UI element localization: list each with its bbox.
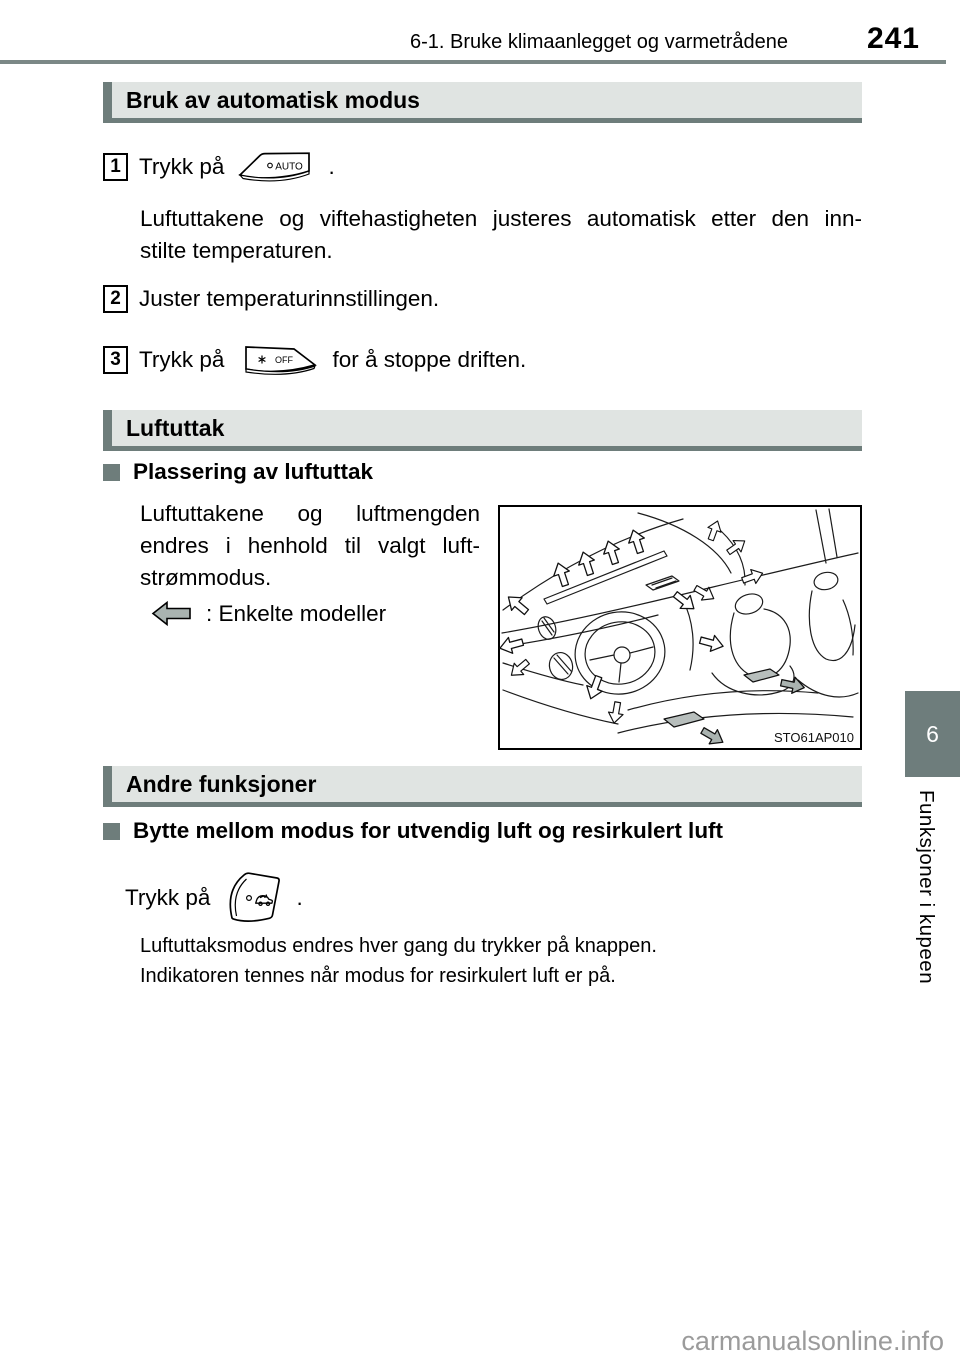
chapter-tab [905, 691, 960, 777]
svg-text:AUTO: AUTO [275, 161, 304, 173]
step-3-number: 3 [103, 346, 128, 374]
step-1-text-after: . [328, 154, 335, 179]
subsection-plassering-label: Plassering av luftuttak [133, 459, 374, 484]
section-title-auto-modus: Bruk av automatisk modus [103, 82, 862, 123]
square-bullet-icon [103, 823, 120, 840]
step-1 [103, 148, 335, 186]
left-block-arrow-icon [150, 600, 192, 627]
some-models-note-text: : Enkelte modeller [206, 600, 387, 626]
step-1-text-before: Trykk på [139, 154, 225, 179]
chapter-title-vertical: Funksjoner i kupeen [915, 790, 938, 985]
page-header-title: 6-1. Bruke klimaanlegget og varmetrådene [410, 31, 788, 53]
recirculate-press-instruction [125, 866, 303, 930]
step-2-text: Juster temperaturinnstillingen. [139, 286, 440, 311]
step-1-number: 1 [103, 153, 128, 181]
step-3-text-before: Trykk på [139, 347, 225, 372]
air-outlets-figure [498, 505, 862, 750]
step-3 [103, 341, 526, 379]
chapter-number: 6 [926, 720, 939, 747]
some-models-note [150, 600, 386, 627]
recirculate-description-line1: Luftuttaksmodus endres hver gang du trykker på knappen. [140, 935, 657, 957]
outlets-description-line2: endres i henhold til valgt luft- [140, 533, 480, 558]
page-number: 241 [866, 22, 920, 55]
subsection-plassering [103, 459, 373, 485]
outlets-description [140, 498, 480, 594]
header-divider [0, 60, 946, 64]
step-2-number: 2 [103, 285, 128, 313]
outlets-description-line3: strømmodus. [140, 565, 272, 590]
outlets-description-line1: Luftuttakene og luftmengden [140, 501, 480, 526]
square-bullet-icon [103, 464, 120, 481]
step-1-description-line2: stilte temperaturen. [140, 238, 333, 263]
svg-text:OFF: OFF [275, 355, 294, 365]
recirculate-button-icon [220, 866, 286, 930]
figure-label: STO61AP010 [774, 730, 854, 745]
subsection-bytte-modus-label: Bytte mellom modus for utvendig luft og resirkulert luft [133, 818, 724, 843]
step-1-description [140, 203, 862, 267]
subsection-bytte-modus [103, 818, 723, 844]
section-title-luftuttak: Luftuttak [103, 410, 862, 451]
watermark-text: carmanualsonline.info [681, 1326, 944, 1356]
press-text-after: . [296, 885, 303, 910]
step-3-text-after: for å stoppe driften. [332, 347, 527, 372]
auto-button-icon [237, 148, 315, 186]
step-1-description-line1: Luftuttakene og viftehastigheten justeres automatisk etter den inn- [140, 206, 862, 231]
step-2 [103, 285, 439, 313]
press-text-before: Trykk på [125, 885, 211, 910]
off-button-icon [237, 341, 319, 379]
recirculate-description [140, 931, 862, 991]
section-title-andre-funksjoner: Andre funksjoner [103, 766, 862, 807]
recirculate-description-line2: Indikatoren tennes når modus for resirkulert luft er på. [140, 965, 616, 987]
